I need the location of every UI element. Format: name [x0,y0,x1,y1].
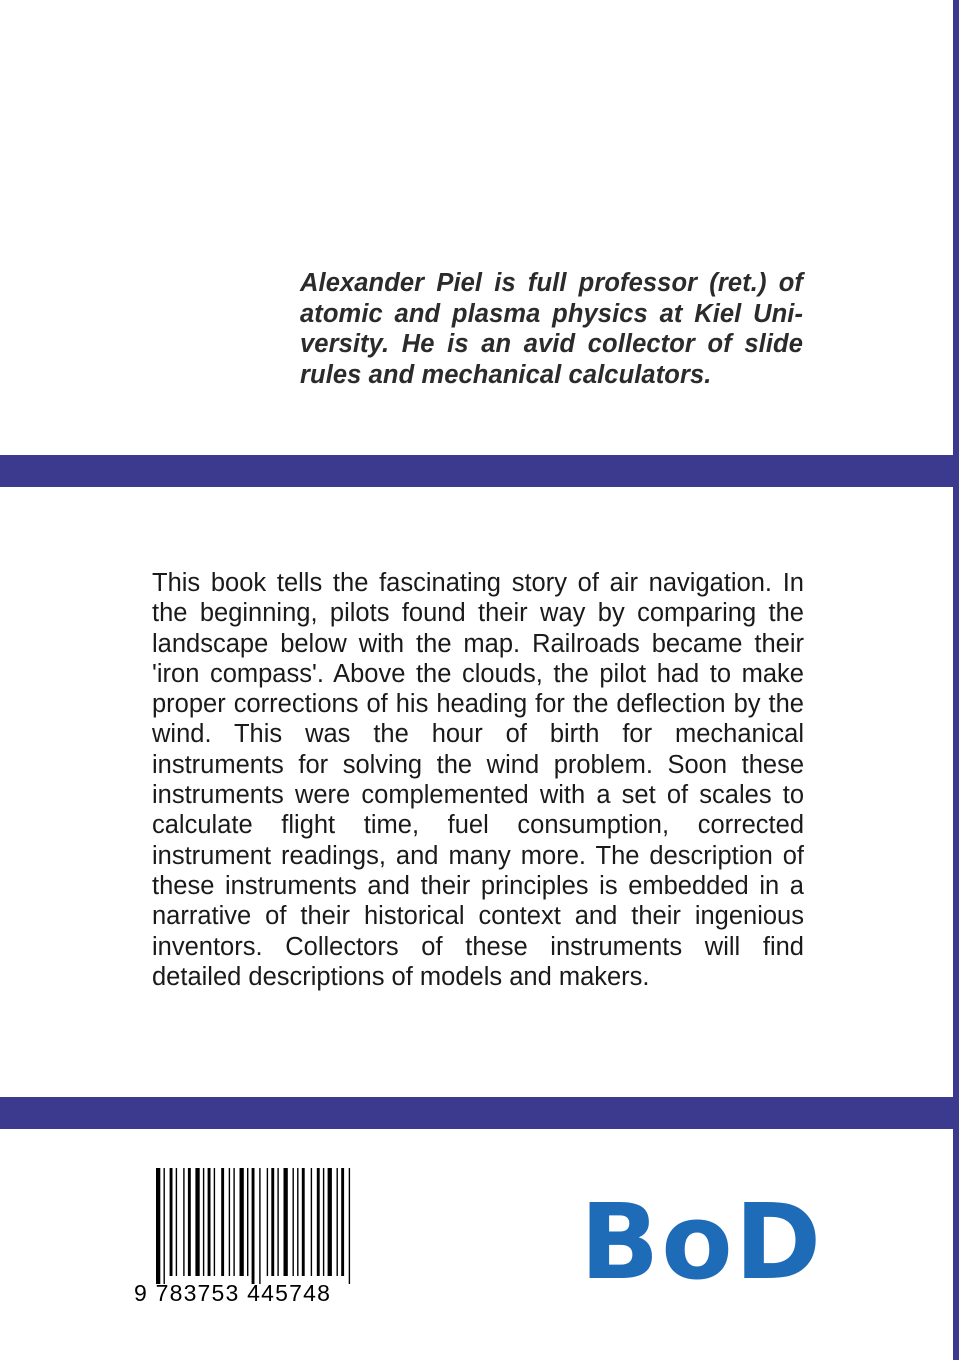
barcode-bar [311,1168,312,1276]
barcode-bar [349,1168,350,1284]
barcode-bar [337,1168,338,1276]
barcode-bar [156,1168,160,1284]
barcode-bar [293,1168,294,1276]
barcode-bar [203,1168,204,1276]
author-bio: Alexander Piel is full professor (ret.) of atomic and plasma physics at Kiel University. He is an avid collector of slide rules and mechanical calculators. [300,269,803,389]
barcode-bar [284,1168,288,1276]
barcode-bar [214,1168,215,1276]
barcode-bar [297,1168,298,1276]
barcode-bar [240,1168,244,1276]
barcode-bar [302,1168,305,1276]
barcode-bar [183,1168,184,1276]
barcode-bar [252,1168,255,1284]
book-description: This book tells the fascinating story of air navigation. In the beginning, pilots found their way by comparing the landscape below with the map. Railroads became their 'iron compass'. Above the clouds, the pilot had to make proper corrections of his heading for the deflection by the wind. This was the hour of birth for mechanical instruments for solving the wind problem. Soon these instruments were complemented with a set of scales to calculate flight time, fuel consumption, corrected instrument readings, and many more. The description of these instruments and their principles is embedded in a narrative of their historical context and their ingenious inventors. Collectors of these instruments will find detailed descriptions of models and makers. [152,569,804,991]
barcode-bar [221,1168,224,1276]
isbn-number: 9 783753 445748 [134,1280,332,1306]
barcode-bar [328,1168,332,1276]
barcode-bar [323,1168,324,1276]
barcode-bar [208,1168,211,1276]
barcode-bar [233,1168,234,1276]
barcode-bar [170,1168,173,1276]
barcode-bar [247,1168,248,1276]
barcode-bar [259,1168,260,1284]
barcode-bar [176,1168,177,1276]
publisher-logo: BoD [580,1181,824,1303]
barcode-bar [341,1168,344,1276]
top-divider-band [0,455,953,487]
barcode-bar [229,1168,230,1276]
barcode-bar [188,1168,191,1276]
barcode-bar [271,1168,274,1276]
barcode-bar [267,1168,268,1276]
barcode-bar [164,1168,165,1284]
barcode-bar [277,1168,278,1276]
right-edge-stripe [953,0,959,1360]
bottom-divider-band [0,1097,953,1129]
barcode-bar [317,1168,320,1276]
barcode-bar [195,1168,199,1276]
